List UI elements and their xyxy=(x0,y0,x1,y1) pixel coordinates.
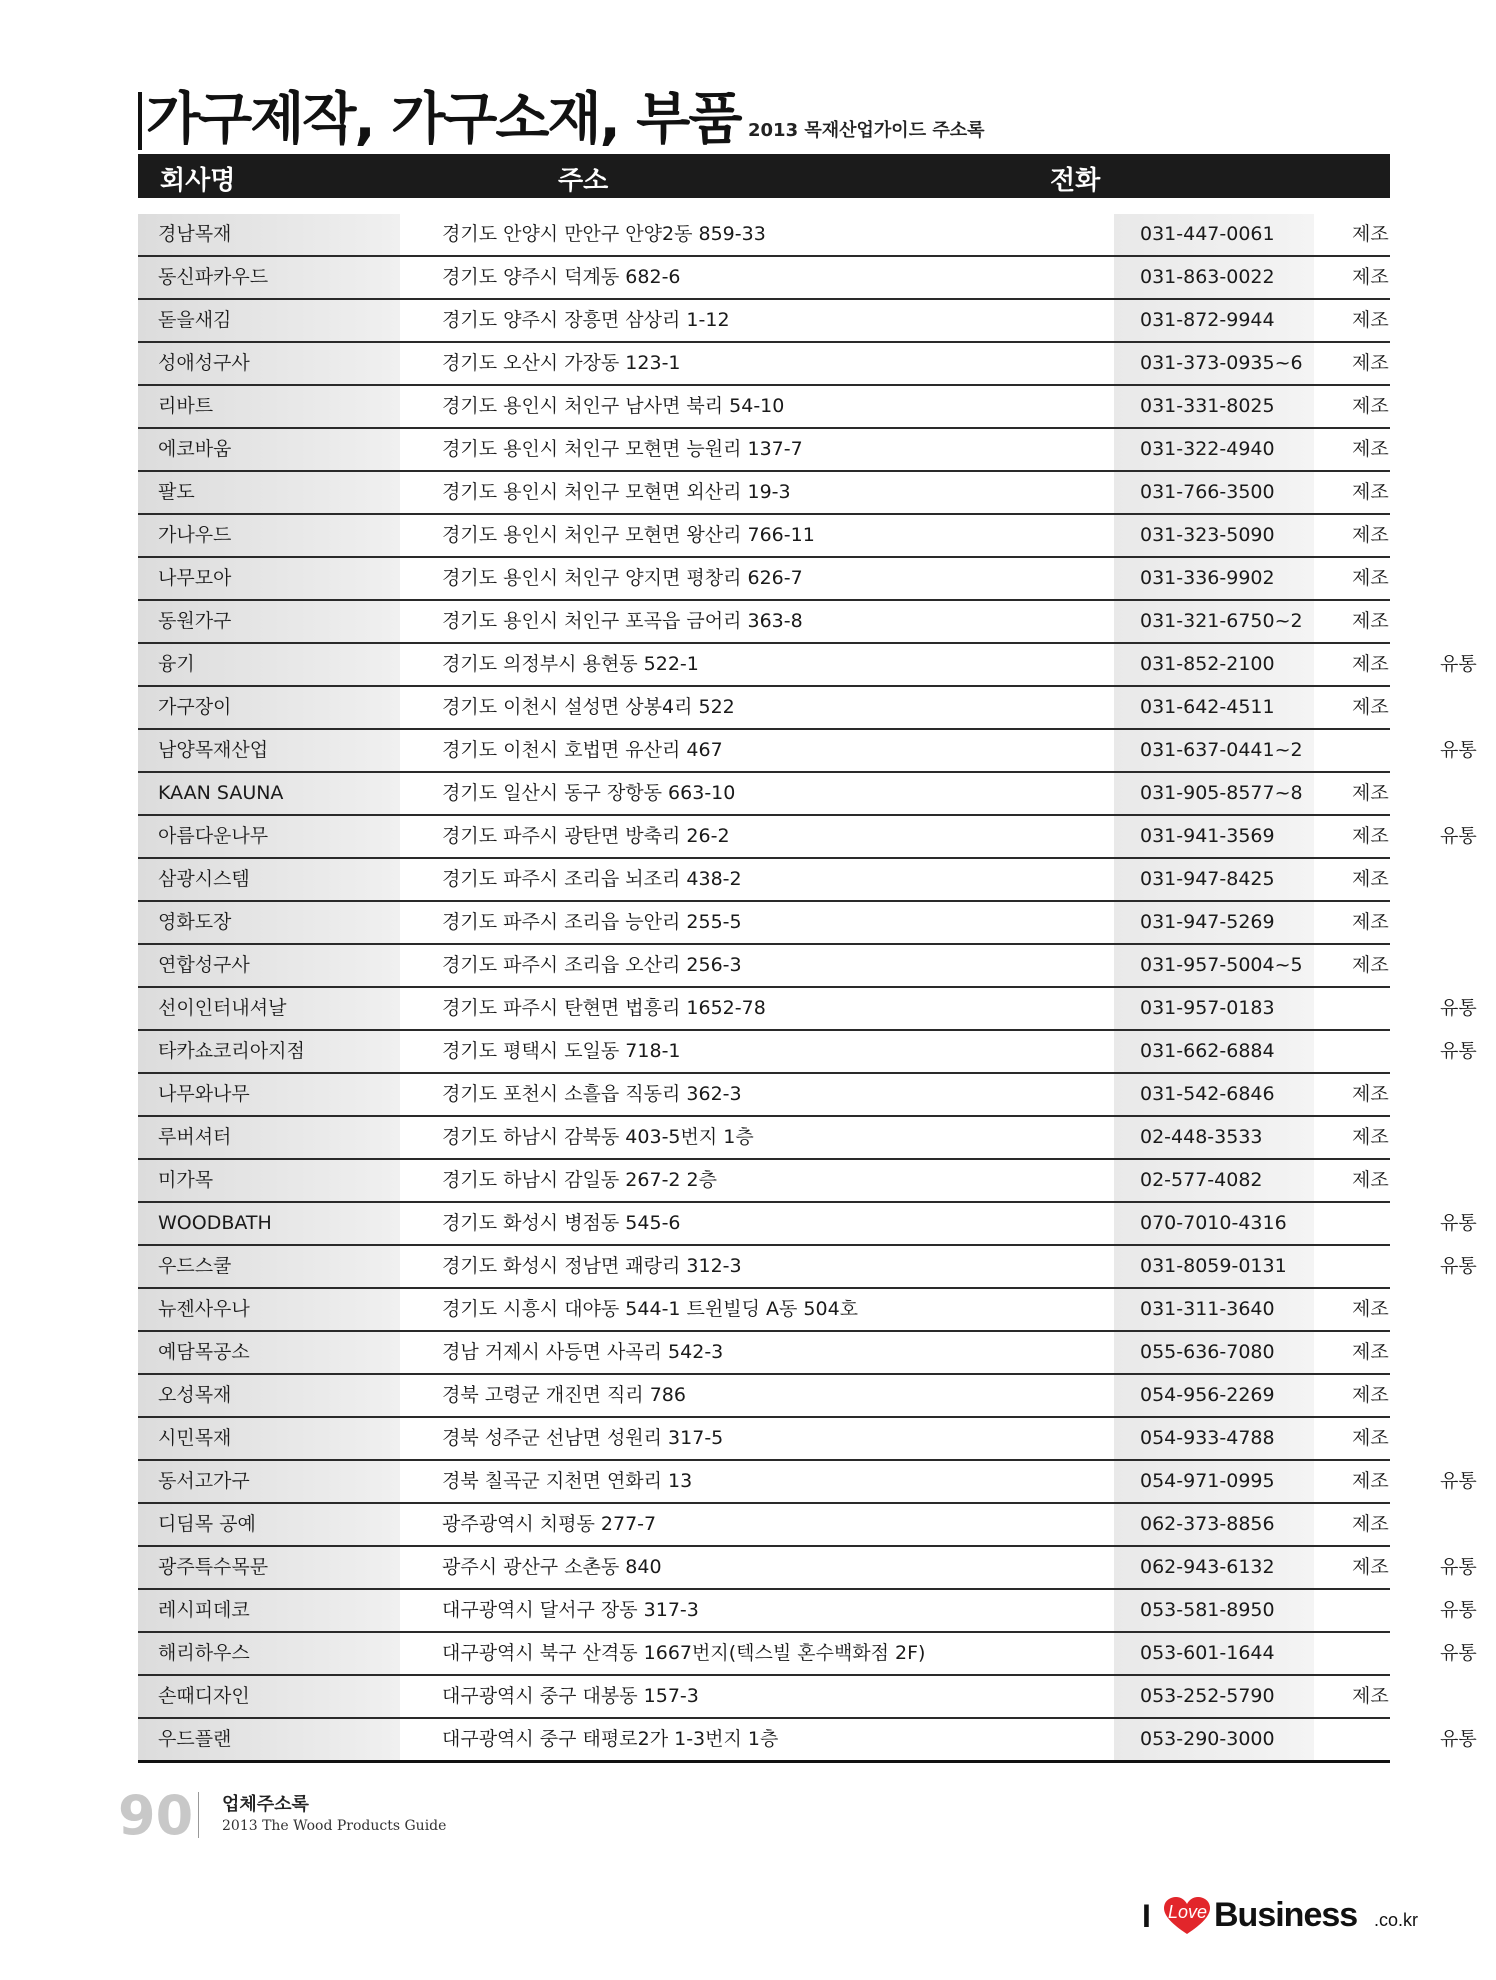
company-cell: WOODBATH xyxy=(138,1203,400,1244)
manufacturing-cell: 제조 xyxy=(1352,567,1389,589)
distribution-cell xyxy=(1436,1289,1496,1330)
manufacturing-cell xyxy=(1352,988,1412,1029)
company-cell: 디딤목 공예 xyxy=(138,1504,400,1545)
table-row xyxy=(138,687,1390,730)
phone-cell: 031-947-5269 xyxy=(1114,902,1314,943)
phone-cell: 053-252-5790 xyxy=(1114,1676,1314,1717)
distribution-cell xyxy=(1436,1676,1496,1717)
phone-cell: 054-971-0995 xyxy=(1114,1461,1314,1502)
phone-cell: 031-311-3640 xyxy=(1114,1289,1314,1330)
distribution-cell xyxy=(1436,300,1496,341)
phone-cell: 031-957-5004~5 xyxy=(1114,945,1314,986)
manufacturing-cell: 제조 xyxy=(1352,266,1389,288)
manufacturing-cell: 제조 xyxy=(1352,1685,1389,1707)
distribution-cell: 유통 xyxy=(1440,1255,1477,1277)
table-row xyxy=(138,1031,1477,1074)
manufacturing-cell: 제조 xyxy=(1352,696,1389,718)
table-row xyxy=(138,730,1477,773)
page-header xyxy=(138,88,1388,152)
footer-section-label: 업체주소록 xyxy=(222,1794,309,1815)
table-row xyxy=(138,1375,1390,1418)
phone-cell: 031-947-8425 xyxy=(1114,859,1314,900)
manufacturing-cell: 제조 xyxy=(1352,481,1389,503)
page-title: 가구제작, 가구소재, 부품 xyxy=(146,87,741,152)
distribution-cell: 유통 xyxy=(1440,1556,1477,1578)
phone-cell: 031-872-9944 xyxy=(1114,300,1314,341)
table-row xyxy=(138,1117,1390,1160)
manufacturing-cell: 제조 xyxy=(1352,1513,1389,1535)
phone-cell: 053-581-8950 xyxy=(1114,1590,1314,1631)
table-row xyxy=(138,1633,1477,1676)
table-row xyxy=(138,1418,1390,1461)
company-cell: 우드스쿨 xyxy=(138,1246,400,1287)
column-header-phone: 전화 xyxy=(1050,166,1101,196)
company-cell: 동원가구 xyxy=(138,601,400,642)
address-cell: 대구광역시 중구 태평로2가 1-3번지 1층 xyxy=(442,1728,779,1750)
manufacturing-cell xyxy=(1352,1246,1412,1287)
manufacturing-cell: 제조 xyxy=(1352,395,1389,417)
phone-cell: 054-956-2269 xyxy=(1114,1375,1314,1416)
distribution-cell: 유통 xyxy=(1440,1040,1477,1062)
company-cell: 우드플랜 xyxy=(138,1719,400,1760)
table-row xyxy=(138,472,1390,515)
distribution-cell: 유통 xyxy=(1440,739,1477,761)
distribution-cell: 유통 xyxy=(1440,997,1477,1019)
manufacturing-cell: 제조 xyxy=(1352,653,1389,675)
phone-cell: 031-336-9902 xyxy=(1114,558,1314,599)
address-cell: 경북 칠곡군 지천면 연화리 13 xyxy=(442,1470,693,1492)
address-cell: 경남 거제시 사등면 사곡리 542-3 xyxy=(442,1341,724,1363)
address-cell: 대구광역시 북구 산격동 1667번지(텍스빌 혼수백화점 2F) xyxy=(442,1642,926,1664)
company-cell: 해리하우스 xyxy=(138,1633,400,1674)
address-cell: 경기도 하남시 감일동 267-2 2층 xyxy=(442,1169,717,1191)
address-cell: 경기도 파주시 조리읍 뇌조리 438-2 xyxy=(442,868,742,890)
company-cell: 경남목재 xyxy=(138,214,400,255)
company-cell: 융기 xyxy=(138,644,400,685)
phone-cell: 031-447-0061 xyxy=(1114,214,1314,255)
company-cell: 뉴젠사우나 xyxy=(138,1289,400,1330)
address-cell: 경북 고령군 개진면 직리 786 xyxy=(442,1384,686,1406)
distribution-cell xyxy=(1436,1332,1496,1373)
distribution-cell xyxy=(1436,687,1496,728)
table-row xyxy=(138,644,1477,687)
page-number: 90 xyxy=(118,1784,194,1847)
table-row xyxy=(138,988,1477,1031)
distribution-cell xyxy=(1436,1375,1496,1416)
distribution-cell: 유통 xyxy=(1440,825,1477,847)
distribution-cell xyxy=(1436,343,1496,384)
manufacturing-cell: 제조 xyxy=(1352,438,1389,460)
logo-i: I xyxy=(1142,1898,1151,1934)
table-row xyxy=(138,1332,1390,1375)
manufacturing-cell xyxy=(1352,1203,1412,1244)
company-cell: 동신파카우드 xyxy=(138,257,400,298)
company-cell: 손때디자인 xyxy=(138,1676,400,1717)
manufacturing-cell xyxy=(1352,1719,1412,1760)
address-cell: 경기도 이천시 호법면 유산리 467 xyxy=(442,739,723,761)
distribution-cell xyxy=(1436,558,1496,599)
address-cell: 경북 성주군 선남면 성원리 317-5 xyxy=(442,1427,724,1449)
table-row xyxy=(138,1160,1390,1203)
address-cell: 대구광역시 달서구 장동 317-3 xyxy=(442,1599,699,1621)
table-header xyxy=(138,154,1390,198)
address-cell: 경기도 파주시 광탄면 방축리 26-2 xyxy=(442,825,730,847)
address-cell: 경기도 양주시 덕계동 682-6 xyxy=(442,266,681,288)
manufacturing-cell: 제조 xyxy=(1352,352,1389,374)
phone-cell: 062-943-6132 xyxy=(1114,1547,1314,1588)
distribution-cell xyxy=(1436,1074,1496,1115)
phone-cell: 031-662-6884 xyxy=(1114,1031,1314,1072)
company-cell: 나무와나무 xyxy=(138,1074,400,1115)
distribution-cell: 유통 xyxy=(1440,1212,1477,1234)
company-cell: 가나우드 xyxy=(138,515,400,556)
distribution-cell xyxy=(1436,945,1496,986)
address-cell: 경기도 용인시 처인구 모현면 왕산리 766-11 xyxy=(442,524,815,546)
phone-cell: 031-8059-0131 xyxy=(1114,1246,1314,1287)
table-row xyxy=(138,1289,1390,1332)
table-row xyxy=(138,859,1390,902)
address-cell: 경기도 오산시 가장동 123-1 xyxy=(442,352,681,374)
phone-cell: 053-290-3000 xyxy=(1114,1719,1314,1760)
company-cell: 루버셔터 xyxy=(138,1117,400,1158)
table-row xyxy=(138,214,1390,257)
manufacturing-cell: 제조 xyxy=(1352,825,1389,847)
company-cell: KAAN SAUNA xyxy=(138,773,400,814)
table-row xyxy=(138,558,1390,601)
manufacturing-cell: 제조 xyxy=(1352,782,1389,804)
phone-cell: 031-905-8577~8 xyxy=(1114,773,1314,814)
manufacturing-cell: 제조 xyxy=(1352,1169,1389,1191)
manufacturing-cell xyxy=(1352,1031,1412,1072)
logo-domain: .co.kr xyxy=(1374,1910,1419,1930)
phone-cell: 054-933-4788 xyxy=(1114,1418,1314,1459)
manufacturing-cell: 제조 xyxy=(1352,1470,1389,1492)
phone-cell: 070-7010-4316 xyxy=(1114,1203,1314,1244)
directory-table xyxy=(138,154,1477,1763)
phone-cell: 031-331-8025 xyxy=(1114,386,1314,427)
phone-cell: 031-373-0935~6 xyxy=(1114,343,1314,384)
address-cell: 경기도 일산시 동구 장항동 663-10 xyxy=(442,782,736,804)
logo-business: Business xyxy=(1214,1896,1358,1934)
company-cell: 레시피데코 xyxy=(138,1590,400,1631)
table-body xyxy=(138,214,1477,1763)
phone-cell: 02-448-3533 xyxy=(1114,1117,1314,1158)
distribution-cell xyxy=(1436,902,1496,943)
phone-cell: 053-601-1644 xyxy=(1114,1633,1314,1674)
company-cell: 리바트 xyxy=(138,386,400,427)
distribution-cell: 유통 xyxy=(1440,1728,1477,1750)
company-cell: 광주특수목문 xyxy=(138,1547,400,1588)
distribution-cell xyxy=(1436,515,1496,556)
distribution-cell xyxy=(1436,1504,1496,1545)
manufacturing-cell: 제조 xyxy=(1352,1341,1389,1363)
table-row xyxy=(138,1590,1477,1633)
phone-cell: 031-637-0441~2 xyxy=(1114,730,1314,771)
manufacturing-cell: 제조 xyxy=(1352,868,1389,890)
table-row xyxy=(138,1719,1477,1763)
address-cell: 경기도 이천시 설성면 상봉4리 522 xyxy=(442,696,735,718)
address-cell: 경기도 용인시 처인구 모현면 외산리 19-3 xyxy=(442,481,791,503)
company-cell: 가구장이 xyxy=(138,687,400,728)
phone-cell: 055-636-7080 xyxy=(1114,1332,1314,1373)
address-cell: 광주광역시 치평동 277-7 xyxy=(442,1513,657,1535)
company-cell: 오성목재 xyxy=(138,1375,400,1416)
company-cell: 예담목공소 xyxy=(138,1332,400,1373)
company-cell: 영화도장 xyxy=(138,902,400,943)
manufacturing-cell: 제조 xyxy=(1352,1126,1389,1148)
address-cell: 경기도 시흥시 대야동 544-1 트윈빌딩 A동 504호 xyxy=(442,1298,859,1320)
phone-cell: 02-577-4082 xyxy=(1114,1160,1314,1201)
address-cell: 경기도 파주시 탄현면 법흥리 1652-78 xyxy=(442,997,766,1019)
company-cell: 성애성구사 xyxy=(138,343,400,384)
distribution-cell xyxy=(1436,472,1496,513)
manufacturing-cell: 제조 xyxy=(1352,610,1389,632)
company-cell: 아름다운나무 xyxy=(138,816,400,857)
manufacturing-cell xyxy=(1352,1590,1412,1631)
distribution-cell xyxy=(1436,1117,1496,1158)
distribution-cell xyxy=(1436,257,1496,298)
phone-cell: 031-322-4940 xyxy=(1114,429,1314,470)
title-accent-bar xyxy=(138,92,142,150)
address-cell: 경기도 파주시 조리읍 능안리 255-5 xyxy=(442,911,742,933)
company-cell: 시민목재 xyxy=(138,1418,400,1459)
distribution-cell: 유통 xyxy=(1440,1599,1477,1621)
address-cell: 경기도 화성시 정남면 괘랑리 312-3 xyxy=(442,1255,742,1277)
page-subtitle: 2013 목재산업가이드 주소록 xyxy=(748,120,985,141)
table-row xyxy=(138,1246,1477,1289)
table-row xyxy=(138,343,1390,386)
address-cell: 광주시 광산구 소촌동 840 xyxy=(442,1556,662,1578)
phone-cell: 031-957-0183 xyxy=(1114,988,1314,1029)
table-row xyxy=(138,816,1477,859)
manufacturing-cell: 제조 xyxy=(1352,1384,1389,1406)
table-row xyxy=(138,1676,1390,1719)
table-row xyxy=(138,1504,1390,1547)
footer-divider xyxy=(198,1792,199,1838)
phone-cell: 031-542-6846 xyxy=(1114,1074,1314,1115)
address-cell: 경기도 포천시 소흘읍 직동리 362-3 xyxy=(442,1083,742,1105)
distribution-cell xyxy=(1436,386,1496,427)
table-row xyxy=(138,773,1390,816)
manufacturing-cell: 제조 xyxy=(1352,524,1389,546)
address-cell: 경기도 용인시 처인구 양지면 평창리 626-7 xyxy=(442,567,803,589)
manufacturing-cell: 제조 xyxy=(1352,1556,1389,1578)
distribution-cell xyxy=(1436,429,1496,470)
table-row xyxy=(138,945,1390,988)
table-row xyxy=(138,515,1390,558)
company-cell: 미가목 xyxy=(138,1160,400,1201)
address-cell: 경기도 안양시 만안구 안양2동 859-33 xyxy=(442,223,766,245)
company-cell: 남양목재산업 xyxy=(138,730,400,771)
company-cell: 선이인터내셔날 xyxy=(138,988,400,1029)
footer-guide-name: 2013 The Wood Products Guide xyxy=(222,1818,447,1834)
manufacturing-cell: 제조 xyxy=(1352,1427,1389,1449)
table-row xyxy=(138,601,1390,644)
logo-love: Love xyxy=(1168,1902,1208,1922)
distribution-cell xyxy=(1436,773,1496,814)
address-cell: 경기도 의정부시 용현동 522-1 xyxy=(442,653,699,675)
manufacturing-cell: 제조 xyxy=(1352,223,1389,245)
address-cell: 경기도 양주시 장흥면 삼상리 1-12 xyxy=(442,309,730,331)
phone-cell: 031-321-6750~2 xyxy=(1114,601,1314,642)
table-row xyxy=(138,902,1390,945)
table-row xyxy=(138,386,1390,429)
distribution-cell xyxy=(1436,1418,1496,1459)
table-row xyxy=(138,257,1390,300)
address-cell: 경기도 평택시 도일동 718-1 xyxy=(442,1040,681,1062)
manufacturing-cell: 제조 xyxy=(1352,1083,1389,1105)
address-cell: 경기도 파주시 조리읍 오산리 256-3 xyxy=(442,954,742,976)
manufacturing-cell: 제조 xyxy=(1352,309,1389,331)
distribution-cell xyxy=(1436,601,1496,642)
company-cell: 연합성구사 xyxy=(138,945,400,986)
address-cell: 경기도 화성시 병점동 545-6 xyxy=(442,1212,681,1234)
column-header-address: 주소 xyxy=(558,166,609,196)
company-cell: 삼광시스템 xyxy=(138,859,400,900)
address-cell: 경기도 용인시 처인구 남사면 북리 54-10 xyxy=(442,395,785,417)
phone-cell: 031-852-2100 xyxy=(1114,644,1314,685)
company-cell: 나무모아 xyxy=(138,558,400,599)
manufacturing-cell: 제조 xyxy=(1352,1298,1389,1320)
manufacturing-cell xyxy=(1352,730,1412,771)
manufacturing-cell: 제조 xyxy=(1352,911,1389,933)
manufacturing-cell xyxy=(1352,1633,1412,1674)
phone-cell: 062-373-8856 xyxy=(1114,1504,1314,1545)
address-cell: 대구광역시 중구 대봉동 157-3 xyxy=(442,1685,699,1707)
address-cell: 경기도 용인시 처인구 모현면 능원리 137-7 xyxy=(442,438,803,460)
distribution-cell xyxy=(1436,1160,1496,1201)
phone-cell: 031-863-0022 xyxy=(1114,257,1314,298)
phone-cell: 031-941-3569 xyxy=(1114,816,1314,857)
address-cell: 경기도 용인시 처인구 포곡읍 금어리 363-8 xyxy=(442,610,803,632)
phone-cell: 031-642-4511 xyxy=(1114,687,1314,728)
table-row xyxy=(138,300,1390,343)
distribution-cell xyxy=(1436,859,1496,900)
company-cell: 팔도 xyxy=(138,472,400,513)
distribution-cell: 유통 xyxy=(1440,1642,1477,1664)
table-row xyxy=(138,1074,1390,1117)
phone-cell: 031-766-3500 xyxy=(1114,472,1314,513)
company-cell: 에코바움 xyxy=(138,429,400,470)
address-cell: 경기도 하남시 감북동 403-5번지 1층 xyxy=(442,1126,754,1148)
distribution-cell: 유통 xyxy=(1440,653,1477,675)
table-row xyxy=(138,429,1390,472)
phone-cell: 031-323-5090 xyxy=(1114,515,1314,556)
distribution-cell xyxy=(1436,214,1496,255)
company-cell: 타카쇼코리아지점 xyxy=(138,1031,400,1072)
table-row xyxy=(138,1461,1477,1504)
table-row xyxy=(138,1203,1477,1246)
manufacturing-cell: 제조 xyxy=(1352,954,1389,976)
company-cell: 돋을새김 xyxy=(138,300,400,341)
company-cell: 동서고가구 xyxy=(138,1461,400,1502)
table-row xyxy=(138,1547,1477,1590)
distribution-cell: 유통 xyxy=(1440,1470,1477,1492)
column-header-company: 회사명 xyxy=(160,166,236,196)
